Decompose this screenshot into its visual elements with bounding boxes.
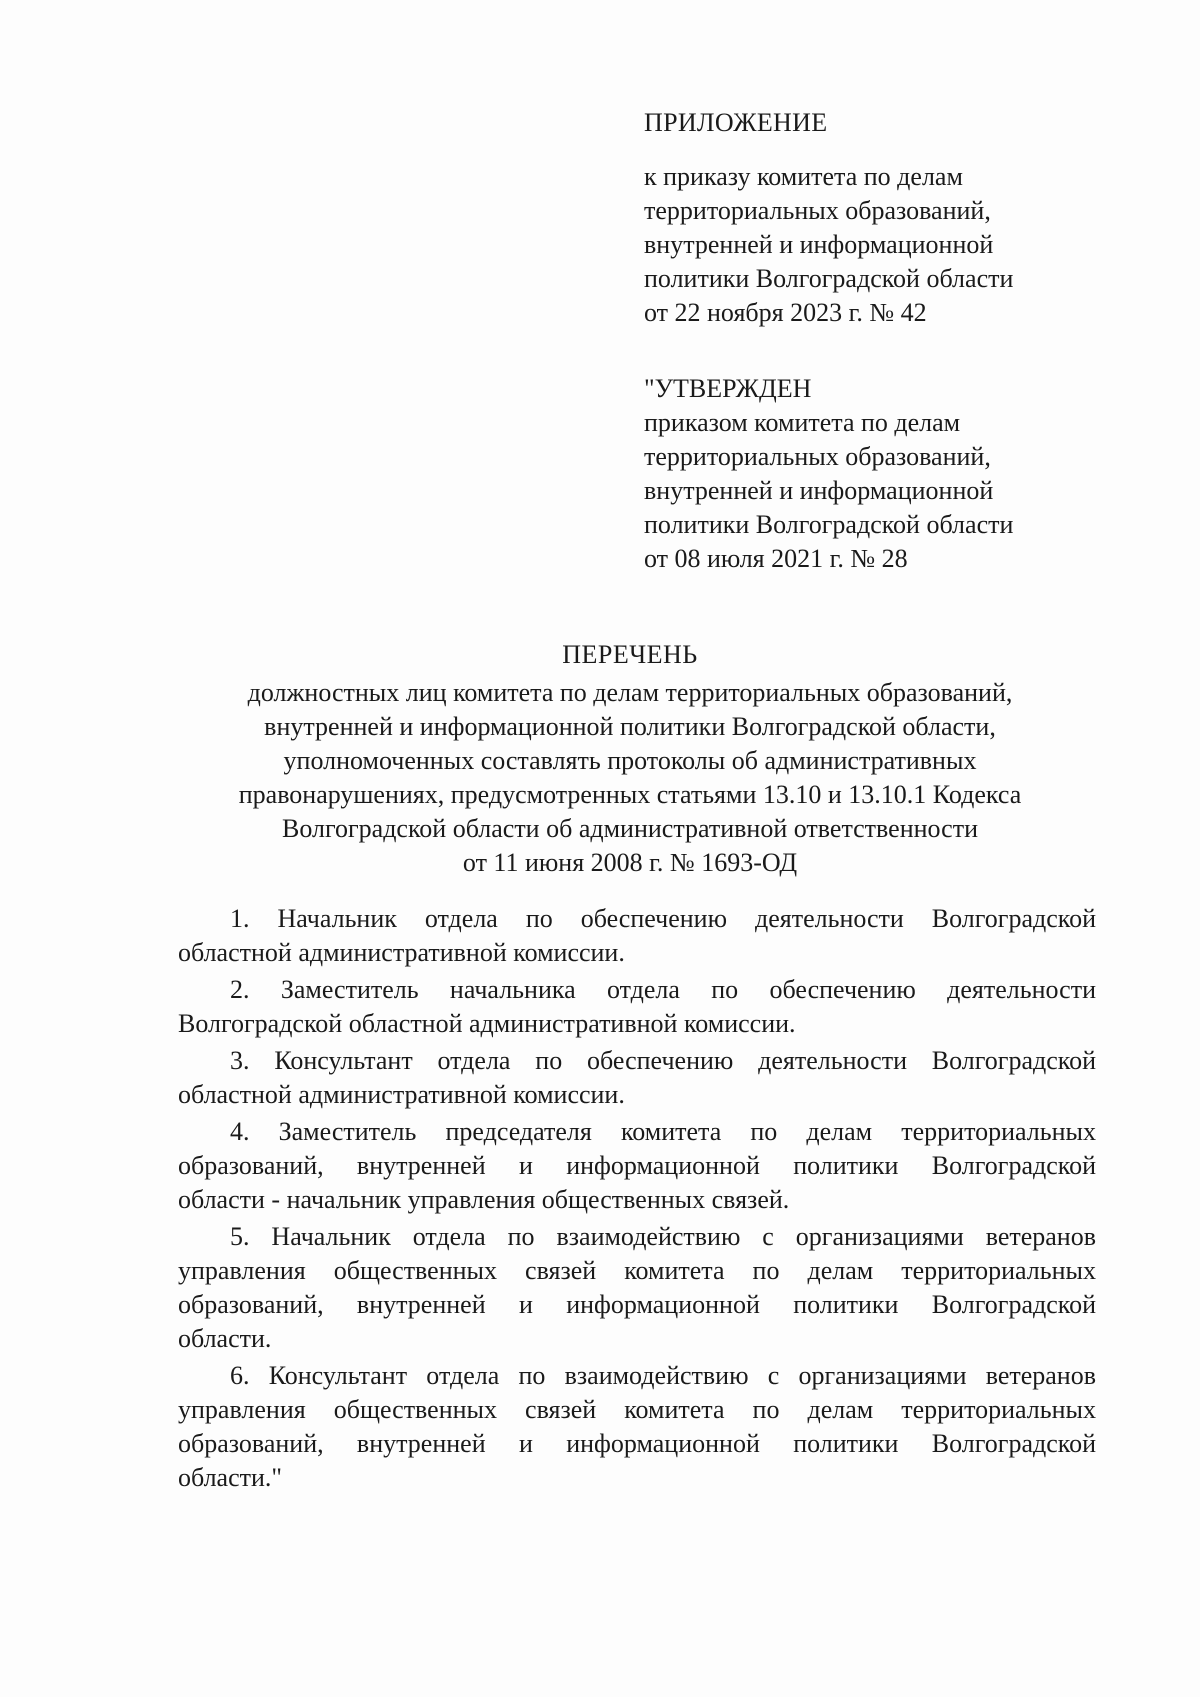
list-item [178, 1115, 1096, 1217]
appendix-line: территориальных образований, [644, 196, 991, 225]
appendix-order-date: от 22 ноября 2023 г. № 42 [644, 298, 927, 327]
approval-stamp-block [644, 372, 1124, 576]
appendix-line: к приказу комитета по делам [644, 162, 963, 191]
list-item [178, 973, 1096, 1041]
list-item-line: Волгоградской областной административной комиссии. [178, 1009, 796, 1038]
officials-list [178, 902, 1096, 1498]
list-item [178, 1044, 1096, 1112]
document-subtitle-line: Волгоградской области об административной ответственности [282, 814, 978, 843]
list-item-line: 3. Консультант отдела по обеспечению деятельности Волгоградской [230, 1046, 1096, 1075]
list-item-line: образований, внутренней и информационной политики Волгоградской [178, 1290, 1096, 1319]
list-title-block [150, 638, 1110, 880]
list-item-line: образований, внутренней и информационной политики Волгоградской [178, 1151, 1096, 1180]
appendix-header [644, 106, 1124, 330]
approved-line: внутренней и информационной [644, 476, 994, 505]
appendix-title: ПРИЛОЖЕНИЕ [644, 108, 828, 137]
list-item-line: образований, внутренней и информационной политики Волгоградской [178, 1429, 1096, 1458]
list-item-line: управления общественных связей комитета по делам территориальных [178, 1256, 1096, 1285]
list-item-line: области. [178, 1324, 272, 1353]
list-item-line: области - начальник управления общественных связей. [178, 1185, 790, 1214]
list-item-line: областной административной комиссии. [178, 938, 625, 967]
list-item-line: 5. Начальник отдела по взаимодействию с организациями ветеранов [230, 1222, 1096, 1251]
approved-line: политики Волгоградской области [644, 510, 1014, 539]
approved-line: приказом комитета по делам [644, 408, 961, 437]
document-subtitle-line: правонарушениях, предусмотренных статьями 13.10 и 13.10.1 Кодекса [238, 780, 1022, 809]
list-item [178, 1220, 1096, 1356]
list-item-line: 6. Консультант отдела по взаимодействию с организациями ветеранов [230, 1361, 1096, 1390]
list-item-line: 4. Заместитель председателя комитета по делам территориальных [230, 1117, 1096, 1146]
document-subtitle-line: уполномоченных составлять протоколы об административных [283, 746, 977, 775]
document-subtitle-line: должностных лиц комитета по делам территориальных образований, [247, 678, 1013, 707]
list-item-line: 2. Заместитель начальника отдела по обеспечению деятельности [230, 975, 1096, 1004]
list-item [178, 1359, 1096, 1495]
appendix-line: политики Волгоградской области [644, 264, 1014, 293]
approved-heading: "УТВЕРЖДЕН [644, 374, 812, 403]
appendix-line: внутренней и информационной [644, 230, 994, 259]
list-item-line: 1. Начальник отдела по обеспечению деятельности Волгоградской [230, 904, 1096, 933]
document-subtitle-line: от 11 июня 2008 г. № 1693-ОД [462, 848, 798, 877]
approved-order-date: от 08 июля 2021 г. № 28 [644, 544, 908, 573]
list-item [178, 902, 1096, 970]
approved-line: территориальных образований, [644, 442, 991, 471]
document-title: ПЕРЕЧЕНЬ [562, 640, 698, 669]
list-item-line: области." [178, 1463, 283, 1492]
document-subtitle-line: внутренней и информационной политики Волгоградской области, [264, 712, 996, 741]
list-item-line: областной административной комиссии. [178, 1080, 625, 1109]
list-item-line: управления общественных связей комитета по делам территориальных [178, 1395, 1096, 1424]
